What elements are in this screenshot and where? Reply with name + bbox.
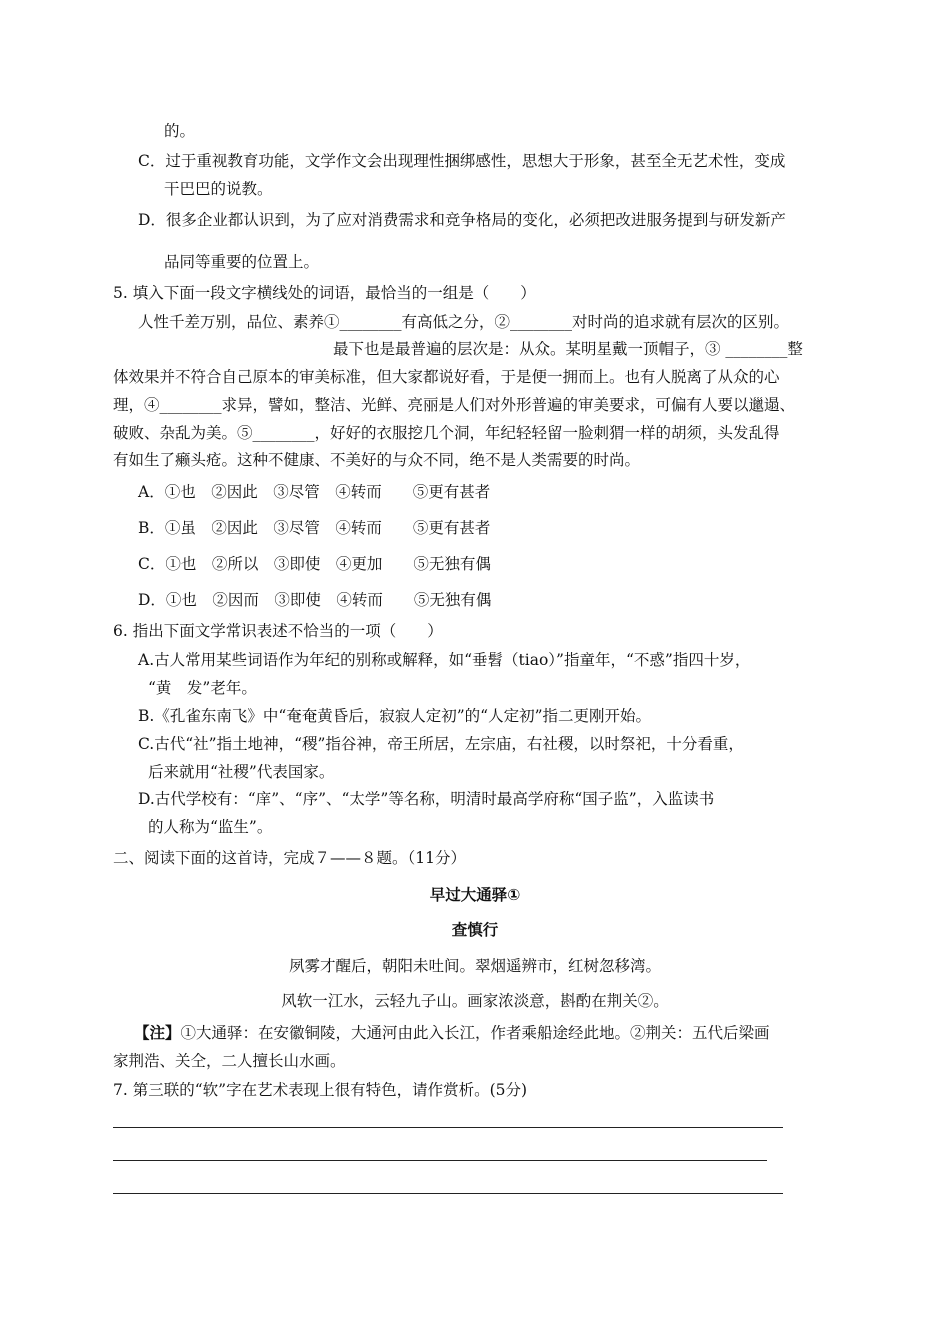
q5-option-b: B．①虽 ②因此 ③尽管 ④转而 ⑤更有甚者 xyxy=(138,519,491,537)
q4-option-d-line2: 品同等重要的位置上。 xyxy=(164,253,320,271)
poem-title: 早过大通驿① xyxy=(429,886,521,904)
poem-note-line2: 家荆浩、关仝，二人擅长山水画。 xyxy=(113,1052,346,1070)
answer-line[interactable] xyxy=(113,1127,783,1128)
section2-heading: 二、阅读下面的这首诗，完成７——８题。（11分） xyxy=(113,849,466,867)
note-label: 【注】 xyxy=(134,1024,181,1042)
q6-option-c-line2: 后来就用“社稷”代表国家。 xyxy=(148,763,335,781)
poem-note-line1 xyxy=(134,1023,770,1043)
q6-stem: 6. 指出下面文学常识表述不恰当的一项（ ） xyxy=(113,622,443,640)
answer-line[interactable] xyxy=(113,1193,783,1194)
q4-option-c-line1: C．过于重视教育功能，文学作文会出现理性捆绑感性，思想大于形象，甚至全无艺术性，变成 xyxy=(138,152,786,170)
q6-option-d-line2: 的人称为“监生”。 xyxy=(148,818,273,836)
q5-passage-line: 有如生了癞头疮。这种不健康、不美好的与众不同，绝不是人类需要的时尚。 xyxy=(113,451,641,469)
q6-option-a-line2: “黄 发”老年。 xyxy=(148,679,257,697)
q5-passage-line: 人性千差万别，品位、素养①________有高低之分，②________对时尚的追求就有层次的区别。 xyxy=(138,313,790,331)
q5-passage-line: 理，④________求异，譬如，整洁、光鲜、亮丽是人们对外形普遍的审美要求，可偏有人要以邋遢、 xyxy=(113,396,796,414)
poem-line: 夙雾才醒后，朝阳未吐间。翠烟遥辨市，红树忽移湾。 xyxy=(288,957,661,975)
note-text: ①大通驿：在安徽铜陵，大通河由此入长江，作者乘船途经此地。②荆关：五代后梁画 xyxy=(180,1024,770,1042)
q5-passage-line: 体效果并不符合自己原本的审美标准，但大家都说好看，于是便一拥而上。也有人脱离了从众的心 xyxy=(113,368,780,386)
poem-line: 风软一江水，云轻九子山。画家浓淡意，斟酌在荆关②。 xyxy=(281,992,669,1010)
answer-line[interactable] xyxy=(113,1160,767,1161)
q5-option-d: D．①也 ②因而 ③即使 ④转而 ⑤无独有偶 xyxy=(138,591,492,609)
q4-option-b-continuation: 的。 xyxy=(164,122,196,140)
q5-option-a: A．①也 ②因此 ③尽管 ④转而 ⑤更有甚者 xyxy=(138,483,491,501)
q6-option-b: B.《孔雀东南飞》中“奄奄黄昏后，寂寂人定初”的“人定初”指二更刚开始。 xyxy=(138,707,652,725)
q6-option-a-line1: A.古人常用某些词语作为年纪的别称或解释，如“垂髫（tiao）”指童年，“不惑”指四十岁， xyxy=(138,651,751,669)
q6-option-d-line1: D.古代学校有：“庠”、“序”、“太学”等名称，明清时最高学府称“国子监”，入监读书 xyxy=(138,790,715,808)
q5-option-c: C．①也 ②所以 ③即使 ④更加 ⑤无独有偶 xyxy=(138,555,491,573)
q4-option-c-line2: 干巴巴的说教。 xyxy=(164,180,273,198)
q7-stem: 7. 第三联的“软”字在艺术表现上很有特色，请作赏析。(5分) xyxy=(113,1081,528,1099)
poem-author: 查慎行 xyxy=(451,921,499,939)
q5-stem: 5. 填入下面一段文字横线处的词语，最恰当的一组是（ ） xyxy=(113,284,536,302)
q6-option-c-line1: C.古代“社”指土地神，“稷”指谷神，帝王所居，左宗庙，右社稷，以时祭祀，十分看重， xyxy=(138,735,744,753)
q5-passage-line: 破败、杂乱为美。⑤________，好好的衣服挖几个洞，年纪轻轻留一脸刺猬一样的胡须，头发乱得 xyxy=(113,424,780,442)
q4-option-d-line1: D．很多企业都认识到，为了应对消费需求和竞争格局的变化，必须把改进服务提到与研发新产 xyxy=(138,211,786,229)
q5-passage-line: 最下也是最普遍的层次是：从众。某明星戴一顶帽子，③ ________整 xyxy=(333,340,803,358)
